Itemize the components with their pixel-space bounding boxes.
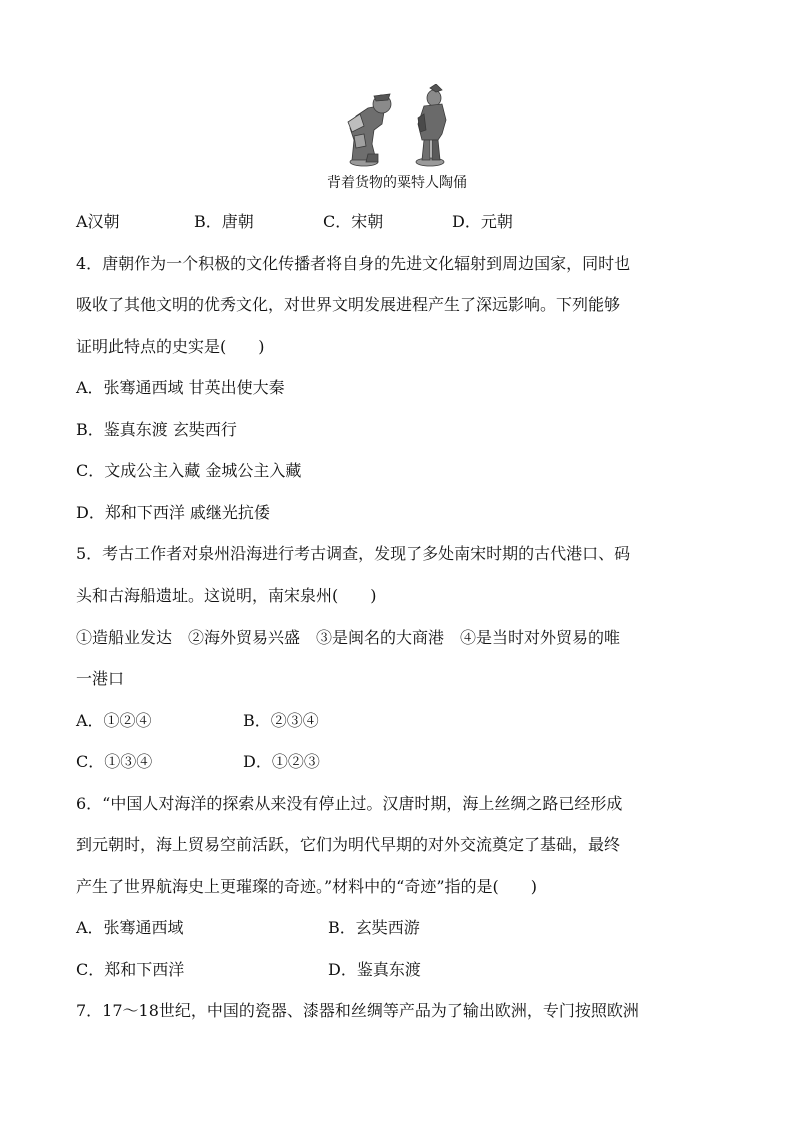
q4-stem-line-2: 吸收了其他文明的优秀文化，对世界文明发展进程产生了深远影响。下列能够 bbox=[76, 295, 621, 314]
q5-stem-line-2: 头和古海船遗址。这说明，南宋泉州( ) bbox=[76, 586, 377, 605]
q4-option-d: D．郑和下西洋 戚继光抗倭 bbox=[76, 503, 270, 522]
q7-stem-line-1: 7．17～18世纪，中国的瓷器、漆器和丝绸等产品为了输出欧洲，专门按照欧洲 bbox=[76, 1001, 639, 1020]
q4-option-c: C．文成公主入藏 金城公主入藏 bbox=[76, 461, 302, 480]
q4-stem-line-3: 证明此特点的史实是( ) bbox=[76, 337, 265, 356]
q3-option-c: C．宋朝 bbox=[323, 212, 384, 231]
q6-stem-line-2: 到元朝时，海上贸易空前活跃，它们为明代早期的对外交流奠定了基础，最终 bbox=[76, 835, 621, 854]
q6-stem-line-1: 6．“中国人对海洋的探索从来没有停止过。汉唐时期，海上丝绸之路已经形成 bbox=[76, 794, 623, 813]
q3-option-a: A汉朝 bbox=[76, 212, 120, 231]
figure-caption: 背着货物的粟特人陶俑 bbox=[327, 175, 467, 191]
q6-option-d: D．鉴真东渡 bbox=[328, 960, 421, 979]
q5-option-c: C．①③④ bbox=[76, 752, 153, 771]
q4-stem-line-1: 4．唐朝作为一个积极的文化传播者将自身的先进文化辐射到周边国家，同时也 bbox=[76, 254, 631, 273]
q6-stem-line-3: 产生了世界航海史上更璀璨的奇迹。”材料中的“奇迹”指的是( ) bbox=[76, 877, 538, 896]
q6-option-c: C．郑和下西洋 bbox=[76, 960, 185, 979]
q6-option-a: A．张骞通西域 bbox=[76, 918, 184, 937]
q4-option-a: A．张骞通西域 甘英出使大秦 bbox=[76, 378, 285, 397]
q5-option-d: D．①②③ bbox=[243, 752, 320, 771]
q3-option-b: B．唐朝 bbox=[194, 212, 254, 231]
q5-stem-line-3: ①造船业发达 ②海外贸易兴盛 ③是闽名的大商港 ④是当时对外贸易的唯 bbox=[76, 628, 621, 647]
q4-option-b: B．鉴真东渡 玄奘西行 bbox=[76, 420, 237, 439]
q5-stem-line-4: 一港口 bbox=[76, 669, 125, 688]
sogdian-figurines-image bbox=[338, 84, 458, 168]
q5-option-b: B．②③④ bbox=[243, 711, 319, 730]
q6-option-b: B．玄奘西游 bbox=[328, 918, 420, 937]
q5-stem-line-1: 5．考古工作者对泉州沿海进行考古调查，发现了多处南宋时期的古代港口、码 bbox=[76, 544, 631, 563]
q5-option-a: A．①②④ bbox=[76, 711, 152, 730]
q3-option-d: D．元朝 bbox=[452, 212, 513, 231]
